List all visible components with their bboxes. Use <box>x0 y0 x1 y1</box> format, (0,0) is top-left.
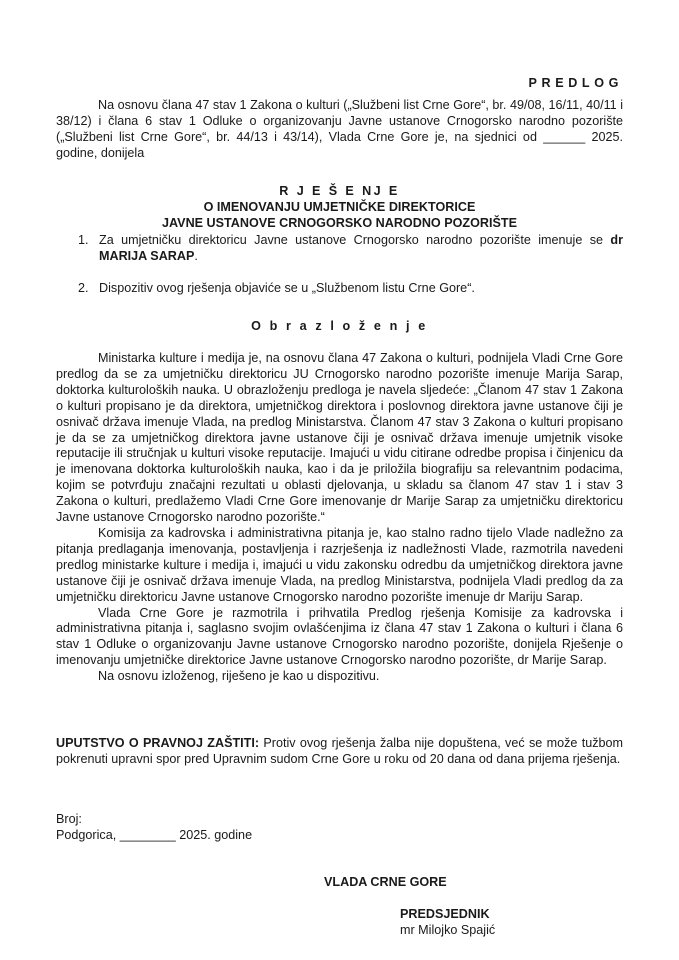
place-date: Podgorica, ________ 2025. godine <box>56 827 253 842</box>
document-reference <box>56 812 252 844</box>
issuer-name: VLADA CRNE GORE <box>324 875 447 889</box>
signatory-name: mr Milojko Spajić <box>400 922 496 937</box>
dispositive-item <box>56 281 623 297</box>
item-suffix: . <box>194 248 198 263</box>
dispositive-item <box>56 233 623 265</box>
explanation-paragraph: Ministarka kulture i medija je, na osnovu člana 47 Zakona o kulturi, podnijela Vladi Crne Gore predlog da se za umjetničku direktoricu JU Crnogorsko narodno pozorište imenuje Marija Sarap, doktorka kulturoloških nauka. U obrazloženju predloga je navela sljedeće: „Članom 47 stav 1 Zakona o kulturi propisano je da direktora, umjetničkog direktora i poslovnog direktora javne ustanove čiji je osnivač država imenuje Vlada, na predlog Ministarstva. Članom 47 stav 3 Zakona o kulturi propisano je da se za umjetničkog direktora javne ustanove čiji je osnivač država imenuje umjetnik visoke reputacije ili stručnjak u kulturi visoke reputacije. Imajući u vidu citirane odredbe propisa i činjenicu da je imenovana doktorka kulturoloških nauka, kao i da je priložila biografiju sa relevantnim podacima, kojim se potvrđuju značajni rezultati u oblasti djelovanja, u skladu sa članom 47 stav 1 i stav 3 Zakona o kulturi, predlažemo Vladi Crne Gore imenovanje dr Marije Sarap za umjetničku direktoricu Javne ustanove Crnogorsko narodno pozorište.“ <box>56 351 623 525</box>
explanation-heading: O b r a z l o ž e n j e <box>251 319 428 333</box>
decision-title-line1: R J E Š E NJ E <box>279 184 400 198</box>
explanation-paragraph: Na osnovu izloženog, riješeno je kao u dispozitivu. <box>98 669 380 684</box>
explanation-paragraph: Komisija za kadrovska i administrativna pitanja je, kao stalno radno tijelo Vlade nadležno za pitanja predlaganja imenovanja, postavljenja i razrješenja iz nadležnosti Vlade, razmotrila navedeni predlog ministarke kulture i medija i, imajući u vidu zakonsku odredbu da umjetničkog direktora javne ustanove čiji je osnivač država imenuje Vlada, na predlog Ministarstva, podnijela Vladi predlog da za umjetničku direktoricu Javne ustanove Crnogorsko narodno pozorište imenuje dr Mariju Sarap. <box>56 525 623 604</box>
document-status-label: PREDLOG <box>528 76 623 90</box>
decision-title-line3: JAVNE USTANOVE CRNOGORSKO NARODNO POZORIŠTE <box>162 215 517 230</box>
signature-block <box>400 907 495 939</box>
explanation-body <box>56 351 623 685</box>
legal-remedy-notice <box>56 736 623 768</box>
legal-remedy-label: UPUTSTVO O PRAVNOJ ZAŠTITI: <box>56 736 260 750</box>
item-number: 2. <box>78 280 89 295</box>
item-number: 1. <box>78 233 89 247</box>
dispositive-list <box>56 233 623 297</box>
item-text: Dispozitiv ovog rješenja objaviće se u „Službenom listu Crne Gore“. <box>99 280 475 295</box>
explanation-paragraph: Vlada Crne Gore je razmotrila i prihvatila Predlog rješenja Komisije za kadrovska i administrativna pitanja i, saglasno svojim ovlašćenjima iz člana 47 stav 1 Zakona o kulturi i člana 6 stav 1 Odluke o organizovanju Javne ustanove Crnogorsko narodno pozorište, donijela Rješenje o imenovanju umjetničke direktorice Javne ustanove Crnogorsko narodno pozorište, dr Marije Sarap. <box>56 605 623 668</box>
preamble: Na osnovu člana 47 stav 1 Zakona o kulturi („Službeni list Crne Gore“, br. 49/08, 16/11, 40/11 i 38/12) i člana 6 stav 1 Odluke o organizovanju Javne ustanove Crnogorsko narodno pozorište („Službeni list Crne Gore“, br. 44/13 i 43/14), Vlada Crne Gore je, na sjednici od ______ 2025. godine, donijela <box>56 98 623 160</box>
decision-title-line2: O IMENOVANJU UMJETNIČKE DIREKTORICE <box>203 199 476 214</box>
item-text: Za umjetničku direktoricu Javne ustanove Crnogorsko narodno pozorište imenuje se <box>99 233 611 247</box>
legal-remedy-text: Protiv ovog rješenja žalba nije dopuštena, već se može tužbom pokrenuti upravni spor pred Upravnim sudom Crne Gore u roku od 20 dana od dana prijema rješenja. <box>56 736 624 766</box>
appointee-name: dr MARIJA SARAP <box>99 233 623 263</box>
decision-title <box>56 184 623 232</box>
signatory-title: PREDSJEDNIK <box>400 907 490 921</box>
number-label: Broj: <box>56 812 82 826</box>
